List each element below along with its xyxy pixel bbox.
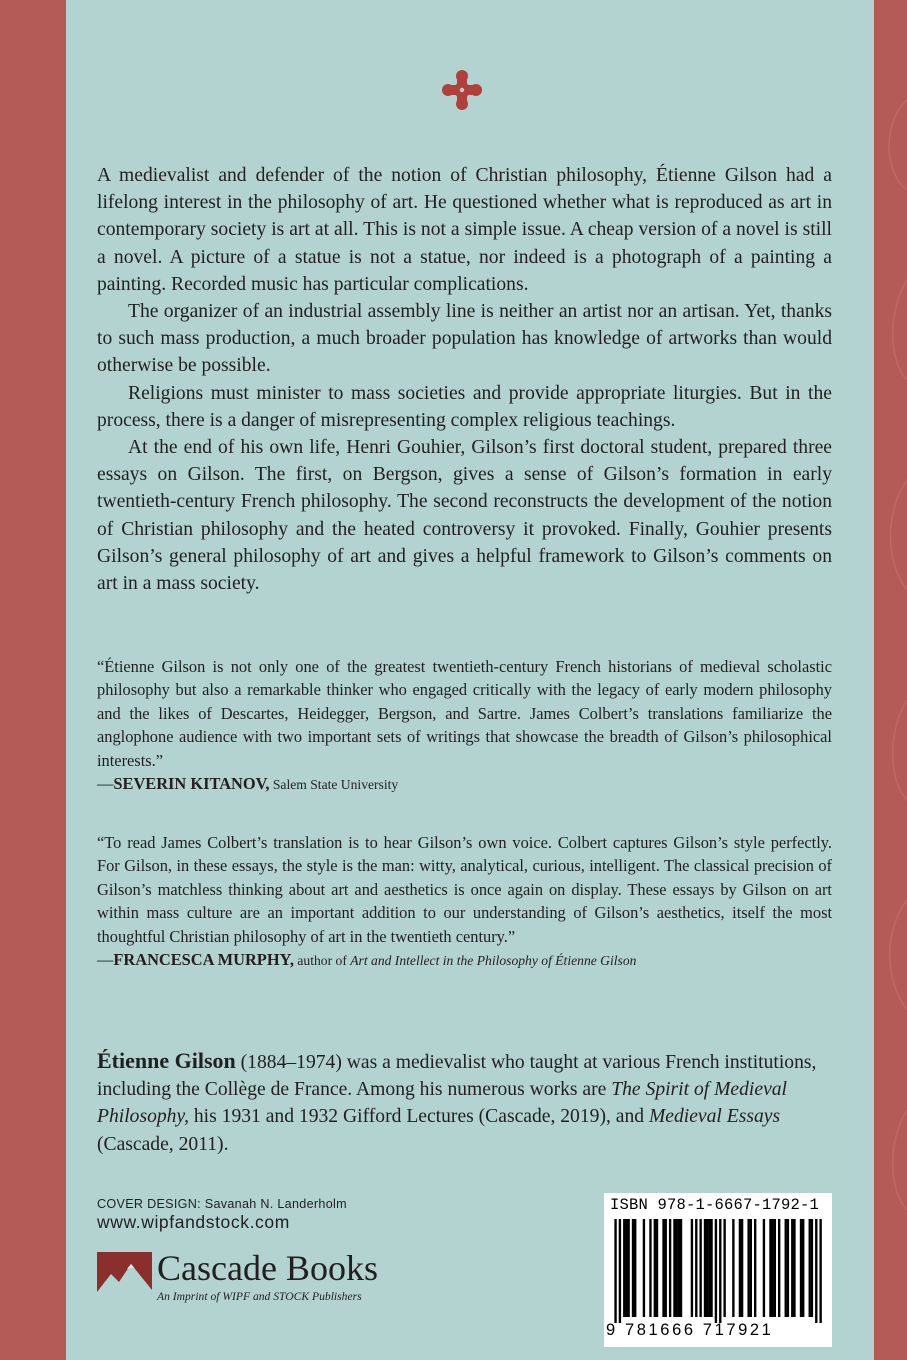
endorser-book-title: Art and Intellect in the Philosophy of Étienne Gilson — [350, 953, 637, 969]
barcode-bar — [625, 1219, 627, 1317]
barcode-bar — [619, 1219, 621, 1323]
barcode-bar — [732, 1219, 734, 1317]
endorser-name: SEVERIN KITANOV, — [113, 774, 270, 794]
bio-text: (Cascade, 2011). — [97, 1133, 229, 1155]
mountain-logo-icon — [97, 1252, 152, 1300]
barcode-bar — [627, 1219, 629, 1317]
barcode-bar — [673, 1219, 675, 1317]
barcode-bar — [678, 1219, 680, 1317]
barcode-bar — [623, 1219, 625, 1317]
barcode-bar — [643, 1219, 645, 1317]
endorsement-text: “Étienne Gilson is not only one of the greatest twentieth-century French historians of medieval scholastic philosophy but also a remarkable thinker who engaged critically with the legacy of early modern philosophy and the likes of Descartes, Heidegger, Bergson, and Sartre. James Colbert’s translations familiarize the anglophone audience with two important sets of writings that showcase the breadth of Gilson’s philosophical interests.” — [97, 657, 832, 770]
cover-design-credit: COVER DESIGN: Savanah N. Landerholm — [97, 1197, 347, 1211]
barcode-bar — [662, 1219, 664, 1317]
barcode-bar — [715, 1219, 717, 1323]
barcode-bar — [778, 1219, 780, 1317]
barcode-bar — [741, 1219, 743, 1317]
barcode-bars — [610, 1219, 826, 1323]
barcode-bar — [695, 1219, 697, 1317]
barcode-bar — [739, 1219, 741, 1317]
barcode-bar — [774, 1219, 776, 1317]
barcode-bar — [800, 1219, 802, 1317]
barcode-bar — [723, 1219, 725, 1317]
barcode-bar — [750, 1219, 752, 1317]
endorsement-text: “To read James Colbert’s translation is to hear Gilson’s own voice. Colbert captures Gilson’s style perfectly. For Gilson, in these essays, the style is the man: witty, analytical, curious, intelligent. The classical precision of Gilson’s matchless thinking about art and aesthetics is once again on display. These essays by Gilson on art within mass culture are an important addition to our understanding of Gilson’s aesthetics, itself the most thoughtful Christian philosophy of art in the twentieth century.” — [97, 833, 832, 946]
publisher-logo — [97, 1250, 427, 1310]
barcode-bar — [811, 1219, 813, 1317]
barcode-bar — [699, 1219, 701, 1317]
bio-title: The Spirit of Medieval Philosophy, — [97, 1079, 788, 1128]
endorser-affiliation-prefix: author of — [294, 953, 351, 969]
barcode-bar — [719, 1219, 721, 1323]
endorsement-attribution — [97, 772, 832, 796]
blurb-paragraph: At the end of his own life, Henri Gouhier, Gilson’s first doctoral student, prepared three essays on Gilson. The first, on Bergson, gives a sense of Gilson’s formation in early twentieth-century French philosophy. The second reconstructs the development of the notion of Christian philosophy and the heated controversy it provoked. Finally, Gouhier presents Gilson’s general philosophy of art and gives a helpful framework to Gilson’s comments on art in a mass society. — [97, 437, 832, 595]
barcode-bar — [809, 1219, 811, 1317]
publisher-imprint: An Imprint of WIPF and STOCK Publishers — [157, 1290, 362, 1303]
bio-text: (1884–1974) was a medievalist who taught at various French institutions, including the Collège de France. Among his numerous works are — [97, 1052, 817, 1101]
barcode-bar — [654, 1219, 656, 1317]
barcode-bar — [669, 1219, 671, 1317]
barcode-bar — [706, 1219, 708, 1317]
blurb-paragraph: Religions must minister to mass societies and provide appropriate liturgies. But in the process, there is a danger of misrepresenting complex religious teachings. — [97, 382, 832, 431]
bio-title: Medieval Essays — [648, 1106, 781, 1128]
barcode-bar — [791, 1219, 793, 1317]
publisher-name: Cascade Books — [157, 1248, 378, 1288]
barcode-bar — [763, 1219, 765, 1317]
barcode-bar — [785, 1219, 787, 1317]
barcode-bar — [787, 1219, 789, 1317]
barcode-bar — [665, 1219, 667, 1317]
barcode-bar — [819, 1219, 821, 1323]
barcode-bar — [691, 1219, 693, 1317]
credits — [97, 1197, 347, 1233]
endorser-name: FRANCESCA MURPHY, — [113, 950, 294, 970]
barcode-bar — [680, 1219, 682, 1317]
barcode-bar — [704, 1219, 706, 1317]
endorsement-kitanov — [97, 655, 832, 796]
publisher-website: www.wipfandstock.com — [97, 1212, 290, 1232]
barcode-bar — [632, 1219, 634, 1317]
decorative-swirl-border — [874, 60, 907, 1300]
barcode-bar — [614, 1219, 616, 1323]
author-name: Étienne Gilson — [97, 1048, 236, 1073]
barcode-bar — [793, 1219, 795, 1317]
barcode-bar — [771, 1219, 773, 1317]
barcode-bar — [802, 1219, 804, 1317]
isbn-barcode — [604, 1193, 832, 1347]
endorsement-murphy — [97, 831, 832, 972]
barcode-bar — [754, 1219, 756, 1317]
attribution-dash: — — [97, 950, 114, 970]
barcode-bar — [815, 1219, 817, 1323]
author-bio — [97, 1047, 832, 1158]
blurb-paragraph: A medievalist and defender of the notion of Christian philosophy, Étienne Gilson had a lifelong interest in the philosophy of art. He questioned whether what is reproduced as art in contemporary society is art at all. This is not a simple issue. A cheap version of a novel is still a novel. A picture of a statue is not a statue, nor indeed is a photograph of a painting a painting. Recorded music has particular complications. — [97, 165, 832, 295]
cross-ornament-icon — [440, 68, 484, 112]
barcode-bar — [675, 1219, 677, 1317]
barcode-bar — [747, 1219, 749, 1317]
endorsement-attribution — [97, 948, 832, 972]
description-blurb — [97, 162, 832, 597]
attribution-dash: — — [97, 774, 114, 794]
barcode-bar — [769, 1219, 771, 1317]
blurb-paragraph: The organizer of an industrial assembly line is neither an artist nor an artisan. Yet, thanks to such mass production, a much broader population has knowledge of artworks than would otherwise be possible. — [97, 301, 832, 377]
barcode-digits: 9 781666 717921 — [606, 1321, 774, 1339]
barcode-bar — [634, 1219, 636, 1317]
barcode-bar — [710, 1219, 712, 1317]
barcode-bar — [708, 1219, 710, 1317]
bio-text: his 1931 and 1932 Gifford Lectures (Cascade, 2019), and — [188, 1106, 649, 1128]
barcode-bar — [649, 1219, 651, 1317]
barcode-bar — [656, 1219, 658, 1317]
endorser-affiliation: Salem State University — [269, 777, 399, 793]
isbn-label: ISBN 978-1-6667-1792-1 — [610, 1196, 820, 1214]
